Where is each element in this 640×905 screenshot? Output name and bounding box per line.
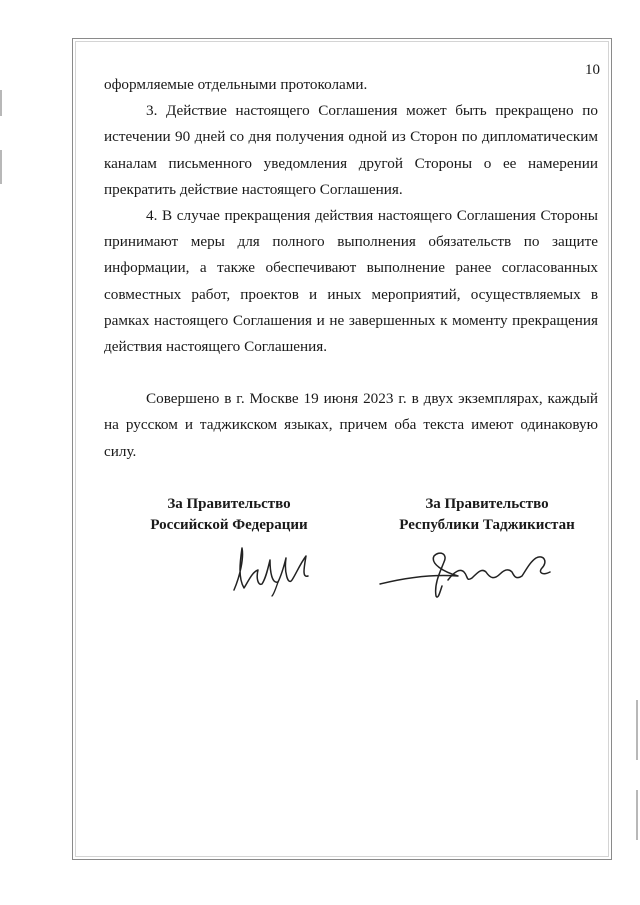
paragraph-spacer (104, 360, 598, 386)
page-number: 10 (585, 62, 600, 78)
scan-artifact (0, 150, 2, 184)
handwritten-signature-icon (374, 544, 564, 604)
scan-artifact (0, 90, 2, 116)
paragraph-done-at: Совершено в г. Москве 19 июня 2023 г. в двух экземплярах, каждый на русском и таджикском языках, причем оба текста имеют одинаковую силу. (104, 390, 598, 460)
paragraph-continuation: оформляемые отдельными протоколами. (104, 76, 368, 93)
handwritten-signature-icon (222, 538, 322, 598)
scan-artifact (636, 700, 638, 760)
signatory-tajikistan (372, 494, 602, 536)
document-body (104, 72, 598, 465)
paragraph-clause-3: 3. Действие настоящего Соглашения может быть прекращено по истечении 90 дней со дня получения одной из Сторон по дипломатическим каналам письменного уведомления другой Стороны о ее намерении прекратить действие настоящего Соглашения. (104, 102, 598, 198)
signatory-party: Российской Федерации (150, 517, 308, 533)
signatory-label: За Правительство (167, 496, 291, 512)
signatory-label: За Правительство (425, 496, 549, 512)
signature-section (104, 494, 598, 614)
paragraph-clause-4: 4. В случае прекращения действия настоящего Соглашения Стороны принимают меры для полного выполнения обязательств по защите информации, а также обеспечивают выполнение ранее согласованных совместных работ, проектов и иных мероприятий, осуществляемых в рамках настоящего Соглашения и не завершенных к моменту прекращения действия настоящего Соглашения. (104, 207, 598, 356)
scan-artifact (636, 790, 638, 840)
signatory-party: Республики Таджикистан (399, 517, 575, 533)
signatory-russia (114, 494, 344, 536)
